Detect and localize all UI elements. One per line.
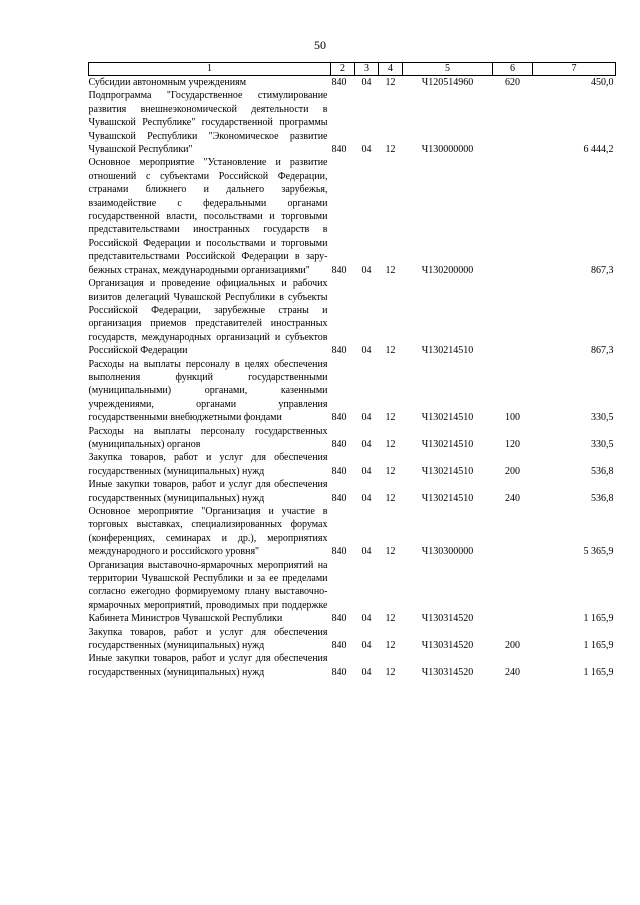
row-subsection-code: 12	[385, 345, 396, 357]
row-amount: 330,5	[591, 438, 614, 450]
row-section-code: 04	[361, 144, 372, 156]
row-expense-type	[493, 89, 533, 156]
row-expense-type: 200	[505, 465, 520, 477]
row-subsection-code: 12	[385, 640, 396, 652]
table-header	[89, 63, 616, 76]
row-admin-code: 840	[331, 666, 347, 678]
table-row	[89, 626, 616, 653]
row-subsection-code: 12	[385, 438, 396, 450]
row-admin-code: 840	[331, 345, 347, 357]
row-admin-code: 840	[331, 613, 347, 625]
row-target-article: Ч130214510	[421, 465, 474, 477]
row-admin-code: 840	[331, 264, 347, 276]
row-target-article: Ч130000000	[421, 144, 474, 156]
table-row	[89, 156, 616, 277]
row-section-code: 04	[361, 666, 372, 678]
row-expense-type	[493, 505, 533, 559]
table-body	[89, 76, 616, 680]
row-target-article: Ч130214510	[421, 412, 474, 424]
row-name: Организация и проведение официальных и рабочих визитов делегаций Чувашской Республики в субъекты Российской Федерации, зарубежные страны и организация приемов представителей иностранных государств, международных организаций и субъектов Российской Федерации	[88, 278, 328, 357]
row-admin-code: 840	[331, 546, 347, 558]
row-subsection-code: 12	[385, 546, 396, 558]
header-row	[89, 63, 616, 76]
row-amount: 1 165,9	[583, 640, 614, 652]
row-amount: 330,5	[591, 412, 614, 424]
row-amount: 450,0	[591, 77, 614, 88]
row-amount: 867,3	[591, 264, 614, 276]
table-row	[89, 505, 616, 559]
table-row	[89, 277, 616, 357]
row-amount: 536,8	[591, 465, 614, 477]
row-target-article: Ч130314520	[421, 613, 474, 625]
row-name: Подпрограмма "Государственное стимулирование развития внешнеэкономической деятельности в Чувашской Республике" государственной программы Чувашской Республики "Экономическое развитие Чувашской Республики"	[88, 90, 328, 156]
row-amount: 536,8	[591, 492, 614, 504]
row-admin-code: 840	[331, 492, 347, 504]
row-expense-type: 120	[505, 438, 520, 450]
row-name: Основное мероприятие "Организация и участие в торговых выставках, специализированных форумах (конференциях, семинарах и др.), мероприятиях международного и российского уровня"	[88, 506, 328, 558]
row-expense-type: 200	[505, 640, 520, 652]
row-subsection-code: 12	[385, 613, 396, 625]
table-row	[89, 358, 616, 425]
row-target-article: Ч130214510	[421, 492, 474, 504]
row-name: Закупка товаров, работ и услуг для обеспечения государственных (муниципальных) нужд	[88, 626, 328, 652]
table-row	[89, 89, 616, 156]
row-name: Организация выставочно-ярмарочных мероприятий на территории Чувашской Республики и за ее пределами согласно ежегодно формируемому плану выставочно-ярмарочных мероприятий, проводимых при поддержке Кабинета Министров Чувашской Республики	[88, 559, 328, 625]
row-amount: 1 165,9	[583, 613, 614, 625]
row-target-article: Ч130300000	[421, 546, 474, 558]
row-target-article: Ч130214510	[421, 438, 474, 450]
row-amount: 5 365,9	[583, 546, 614, 558]
row-amount: 6 444,2	[583, 144, 614, 156]
row-subsection-code: 12	[385, 412, 396, 424]
row-name: Расходы на выплаты персоналу государственных (муниципальных) органов	[88, 425, 328, 450]
row-section-code: 04	[361, 492, 372, 504]
row-section-code: 04	[361, 412, 372, 424]
header-cell-4: 4	[379, 63, 403, 76]
header-cell-7: 7	[533, 63, 616, 76]
row-target-article: Ч120514960	[421, 77, 474, 88]
row-subsection-code: 12	[385, 465, 396, 477]
row-expense-type: 620	[505, 77, 520, 88]
row-section-code: 04	[361, 438, 372, 450]
row-name: Субсидии автономным учреждениям	[88, 77, 247, 88]
header-cell-1: 1	[89, 63, 331, 76]
row-expense-type	[493, 277, 533, 357]
row-admin-code: 840	[331, 438, 347, 450]
row-expense-type: 240	[505, 666, 520, 678]
row-section-code: 04	[361, 640, 372, 652]
table-row	[89, 451, 616, 478]
row-section-code: 04	[361, 345, 372, 357]
row-section-code: 04	[361, 546, 372, 558]
row-section-code: 04	[361, 264, 372, 276]
row-section-code: 04	[361, 465, 372, 477]
row-section-code: 04	[361, 613, 372, 625]
header-cell-2: 2	[331, 63, 355, 76]
row-target-article: Ч130200000	[421, 264, 474, 276]
row-amount: 1 165,9	[583, 666, 614, 678]
page-number: 50	[314, 38, 326, 52]
row-name: Расходы на выплаты персоналу в целях обеспечения выполнения функций государственными (муниципальными) органами, казенными учреждениями, органами управления государственными внебюджетными фондами	[88, 358, 328, 424]
row-expense-type	[493, 156, 533, 277]
table-row	[89, 425, 616, 452]
row-expense-type	[493, 559, 533, 626]
table-row	[89, 652, 616, 679]
header-cell-3: 3	[355, 63, 379, 76]
row-admin-code: 840	[331, 77, 347, 88]
row-target-article: Ч130214510	[421, 345, 474, 357]
row-subsection-code: 12	[385, 77, 396, 88]
header-cell-6: 6	[493, 63, 533, 76]
table-row	[89, 478, 616, 505]
row-section-code: 04	[361, 77, 372, 88]
row-admin-code: 840	[331, 412, 347, 424]
budget-table	[88, 62, 616, 679]
row-subsection-code: 12	[385, 666, 396, 678]
row-admin-code: 840	[331, 465, 347, 477]
row-target-article: Ч130314520	[421, 640, 474, 652]
row-name: Закупка товаров, работ и услуг для обеспечения государственных (муниципальных) нужд	[88, 452, 328, 477]
row-expense-type: 100	[505, 412, 520, 424]
row-name: Иные закупки товаров, работ и услуг для обеспечения государственных (муниципальных) нужд	[88, 653, 328, 678]
row-target-article: Ч130314520	[421, 666, 474, 678]
row-subsection-code: 12	[385, 492, 396, 504]
row-name: Основное мероприятие "Установление и развитие отношений с субъектами Российской Федерации, странами ближнего и дальнего зарубежья, взаимодействие с федеральными органами государственной власти, посольствами и торговыми представительствами иностранных государств в Российской Федерации и посольствами и торговыми представительствами Российской Федерации в зарубежных странах, международными организациями"	[88, 157, 328, 276]
table-row	[89, 76, 616, 90]
row-expense-type: 240	[505, 492, 520, 504]
row-admin-code: 840	[331, 144, 347, 156]
row-subsection-code: 12	[385, 264, 396, 276]
row-amount: 867,3	[591, 345, 614, 357]
row-subsection-code: 12	[385, 144, 396, 156]
row-admin-code: 840	[331, 640, 347, 652]
row-name: Иные закупки товаров, работ и услуг для обеспечения государственных (муниципальных) нужд	[88, 479, 328, 504]
table-row	[89, 559, 616, 626]
header-cell-5: 5	[403, 63, 493, 76]
